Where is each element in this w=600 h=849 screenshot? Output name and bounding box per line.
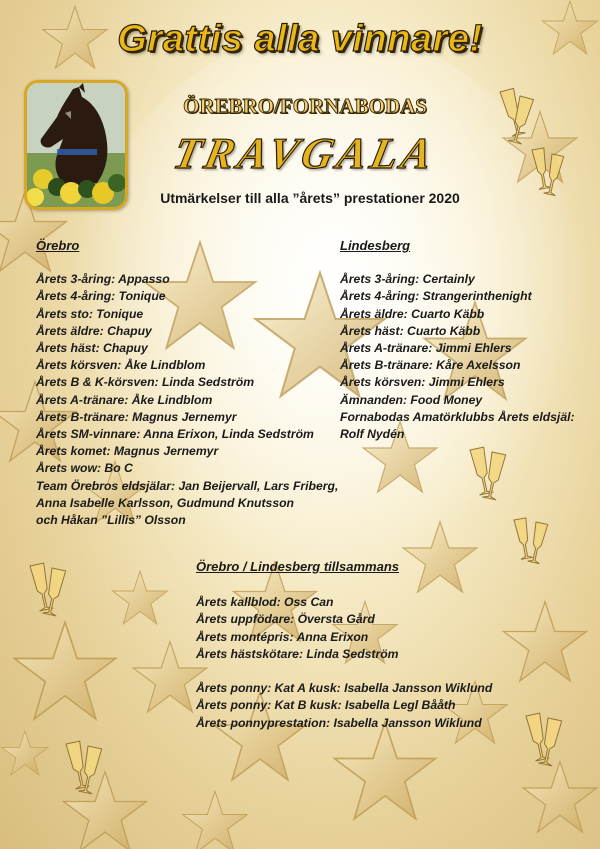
award-line: Anna Isabelle Karlsson, Gudmund Knutsson [36, 495, 295, 510]
event-name: ÖREBRO/FORNABODAS [183, 94, 427, 118]
award-line: och Håkan ”Lillis” Olsson [36, 513, 186, 528]
lindesberg-heading: Lindesberg [340, 238, 411, 253]
award-line: Årets ponny: Kat B kusk: Isabella Legl Bååth [196, 698, 456, 713]
award-line: Rolf Nydén [340, 427, 405, 442]
award-line: Årets körsven: Åke Lindblom [36, 358, 206, 373]
page-title: Grattis alla vinnare! [117, 18, 483, 60]
award-line: Årets 4-åring: Strangerinthenight [340, 289, 532, 304]
award-line: Årets ponnyprestation: Isabella Jansson Wiklund [196, 715, 482, 730]
subtitle: Utmärkelser till alla ”årets” prestationer 2020 [160, 190, 460, 206]
award-line: Årets B-tränare: Magnus Jernemyr [36, 409, 237, 424]
award-line: Årets B-tränare: Kåre Axelsson [340, 358, 521, 373]
award-line: Årets B & K-körsven: Linda Sedström [36, 375, 255, 390]
award-line: Årets hästskötare: Linda Sedström [196, 646, 399, 661]
award-line: Team Örebros eldsjälar: Jan Beijervall, Lars Friberg, [36, 478, 339, 493]
horse-icon [27, 83, 125, 207]
award-line: Årets häst: Chapuy [36, 341, 148, 356]
award-line: Årets 3-åring: Appasso [36, 272, 170, 287]
award-line: Årets montépris: Anna Erixon [196, 629, 369, 644]
together-heading: Örebro / Lindesberg tillsammans [196, 559, 399, 574]
lindesberg-column [340, 237, 590, 443]
award-line: Årets 4-åring: Tonique [36, 289, 166, 304]
award-line: Årets häst: Cuarto Käbb [340, 323, 481, 338]
award-line: Årets uppfödare: Översta Gård [196, 612, 375, 627]
award-line: Fornabodas Amatörklubbs Årets eldsjäl: [340, 409, 575, 424]
award-line: Årets sto: Tonique [36, 306, 144, 321]
award-line: Årets SM-vinnare: Anna Erixon, Linda Sedström [36, 427, 314, 442]
award-line: Årets äldre: Chapuy [36, 323, 152, 338]
award-line: Årets komet: Magnus Jernemyr [36, 444, 219, 459]
orebro-column [36, 237, 339, 529]
award-line: Årets wow: Bo C [36, 461, 133, 476]
orebro-heading: Örebro [36, 238, 80, 253]
horse-photo [24, 80, 128, 210]
gala-logo-text: TRAVGALA [169, 129, 441, 178]
award-line: Årets kallblod: Oss Can [196, 595, 334, 610]
award-line: Årets ponny: Kat A kusk: Isabella Jansson Wiklund [196, 681, 493, 696]
award-line: Årets körsven: Jimmi Ehlers [340, 375, 505, 390]
award-line: Årets A-tränare: Jimmi Ehlers [340, 341, 512, 356]
together-column [196, 558, 496, 732]
award-line: Ämnanden: Food Money [340, 392, 483, 407]
spacer [196, 663, 496, 680]
award-line: Årets 3-åring: Certainly [340, 272, 475, 287]
award-line: Årets äldre: Cuarto Käbb [340, 306, 485, 321]
award-line: Årets A-tränare: Åke Lindblom [36, 392, 213, 407]
